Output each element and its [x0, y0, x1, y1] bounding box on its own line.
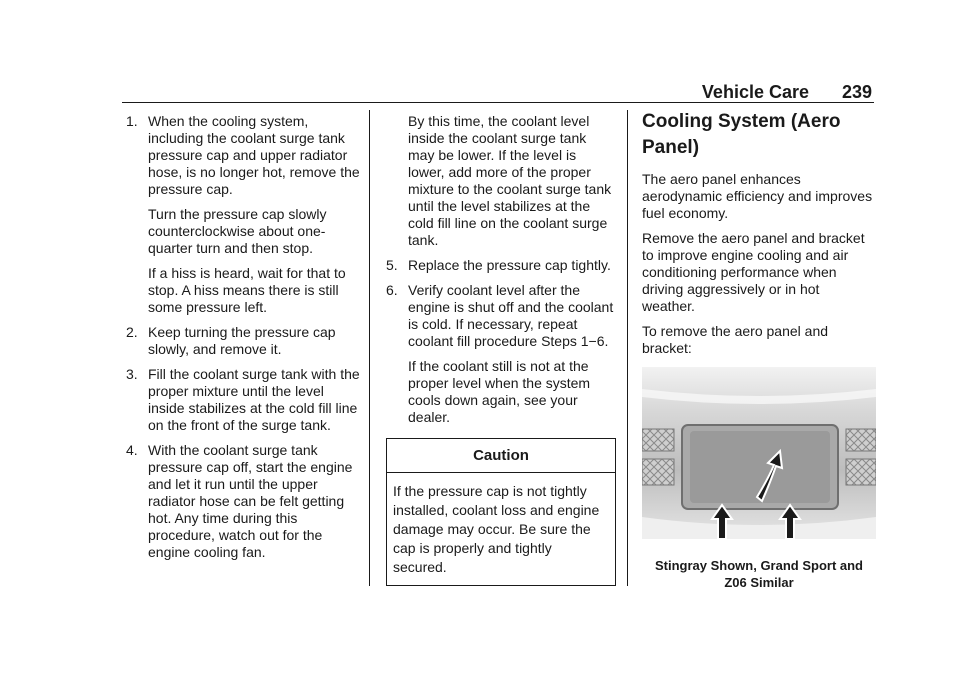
step-number: 1. — [126, 113, 138, 129]
header-rule — [122, 102, 874, 103]
step-number: 5. — [386, 257, 398, 273]
step-3 — [126, 366, 360, 434]
column-divider-1 — [369, 110, 370, 586]
step-5 — [386, 257, 614, 274]
section-heading: Cooling System (Aero Panel) — [642, 111, 841, 158]
step-number: 6. — [386, 282, 398, 298]
column-3 — [642, 113, 876, 591]
step-text: Verify coolant level after the engine is shut off and the coolant is cold. If necessary, repeat coolant fill procedure Steps 1−6. — [408, 282, 614, 349]
step-subparagraph: Turn the pressure cap slowly counterclockwise about one-quarter turn and then stop. — [148, 206, 327, 256]
step-1 — [126, 113, 360, 316]
paragraph: To remove the aero panel and bracket: — [642, 323, 829, 356]
figure-caption: Stingray Shown, Grand Sport and Z06 Similar — [654, 558, 863, 590]
step-6 — [386, 282, 614, 426]
caution-box — [386, 438, 616, 586]
step-number: 4. — [126, 442, 138, 458]
step-text: Fill the coolant surge tank with the proper mixture until the level inside stabilizes at the cold fill line on the front of the surge tank. — [148, 366, 360, 433]
section-title: Vehicle Care — [701, 82, 809, 102]
column-2 — [386, 113, 614, 586]
step-4-continuation: By this time, the coolant level inside the coolant surge tank may be lower. If the level is lower, add more of the proper mixture to the coolant surge tank until the level stabilizes at the cold fill line on the coolant surge tank. — [408, 113, 612, 248]
step-number: 3. — [126, 366, 138, 382]
column-divider-2 — [627, 110, 628, 586]
aero-panel-photo — [642, 367, 876, 539]
step-text: Keep turning the pressure cap slowly, and remove it. — [148, 324, 336, 357]
step-text: When the cooling system, including the coolant surge tank pressure cap and upper radiator hose, is no longer hot, remove the pressure cap. — [148, 113, 360, 197]
step-text: Replace the pressure cap tightly. — [408, 257, 611, 273]
caution-title: Caution — [387, 439, 615, 473]
paragraph: Remove the aero panel and bracket to improve engine cooling and air conditioning performance when driving aggressively or in hot weather. — [642, 230, 865, 314]
step-subparagraph: If the coolant still is not at the proper level when the system cools down again, see your dealer. — [408, 358, 591, 425]
page-number: 239 — [841, 82, 872, 102]
caution-body: If the pressure cap is not tightly installed, coolant loss and engine damage may occur. Be sure the cap is properly and tightly secured. — [393, 483, 600, 575]
step-4 — [126, 442, 360, 561]
column-1 — [126, 113, 360, 569]
step-subparagraph: If a hiss is heard, wait for that to stop. A hiss means there is still some pressure left. — [148, 265, 346, 315]
step-text: With the coolant surge tank pressure cap off, start the engine and let it run until the upper radiator hose can be felt getting hot. Any time during this procedure, watch out for the engine cooling fan. — [148, 442, 353, 560]
paragraph: The aero panel enhances aerodynamic efficiency and improves fuel economy. — [642, 171, 873, 221]
step-2 — [126, 324, 360, 358]
aero-panel-illustration — [642, 367, 876, 539]
step-number: 2. — [126, 324, 138, 340]
